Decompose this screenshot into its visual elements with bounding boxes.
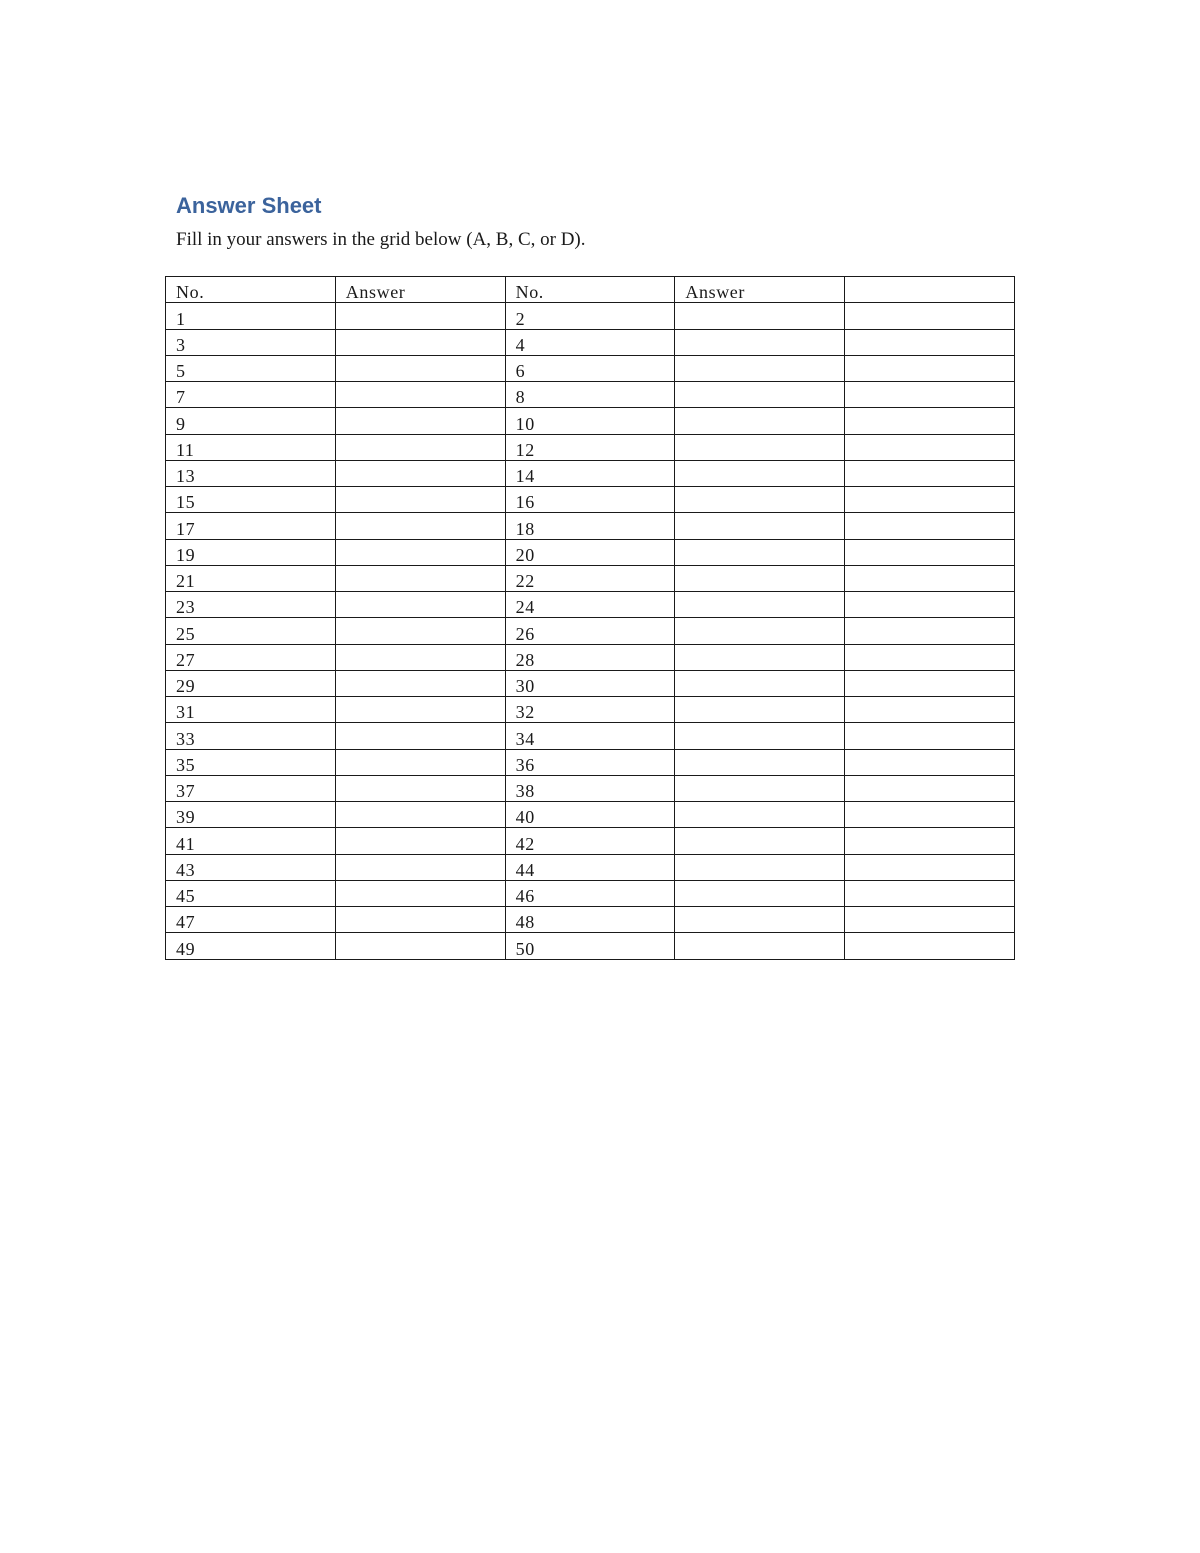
- header-cell-answer-1: [335, 277, 505, 303]
- cell-text: 10: [515, 413, 535, 434]
- cell-text: 5: [176, 361, 186, 381]
- answer-cell[interactable]: [335, 434, 505, 460]
- cell-text: 40: [515, 807, 535, 828]
- header-cell-number-2: [505, 277, 675, 303]
- question-number-cell: [505, 802, 675, 828]
- header-label: Answer: [685, 282, 745, 303]
- cell-text: 1: [176, 308, 186, 329]
- table-row: [166, 303, 1015, 329]
- blank-cell: [845, 854, 1015, 880]
- question-number-cell: [166, 907, 336, 933]
- answer-cell[interactable]: [675, 408, 845, 434]
- question-number-cell: [166, 355, 336, 381]
- answer-cell[interactable]: [675, 802, 845, 828]
- question-number-cell: [166, 434, 336, 460]
- question-number-cell: [166, 880, 336, 906]
- question-number-cell: [505, 434, 675, 460]
- answer-cell[interactable]: [335, 408, 505, 434]
- table-row: [166, 487, 1015, 513]
- question-number-cell: [505, 539, 675, 565]
- blank-cell: [845, 723, 1015, 749]
- cell-text: 19: [176, 544, 196, 565]
- blank-cell: [845, 933, 1015, 959]
- question-number-cell: [166, 723, 336, 749]
- answer-cell[interactable]: [675, 434, 845, 460]
- question-number-cell: [505, 670, 675, 696]
- table-row: [166, 408, 1015, 434]
- table-row: [166, 697, 1015, 723]
- question-number-cell: [166, 539, 336, 565]
- answer-cell[interactable]: [335, 460, 505, 486]
- table-row: [166, 907, 1015, 933]
- cell-text: 45: [176, 886, 196, 906]
- cell-text: 9: [176, 413, 186, 434]
- table-row: [166, 854, 1015, 880]
- table-row: [166, 644, 1015, 670]
- cell-text: 48: [515, 912, 535, 933]
- table-row: [166, 828, 1015, 854]
- cell-text: 21: [176, 571, 196, 591]
- cell-text: 50: [515, 938, 535, 959]
- answer-cell[interactable]: [675, 880, 845, 906]
- blank-cell: [845, 565, 1015, 591]
- header-cell-answer-2: [675, 277, 845, 303]
- answer-cell[interactable]: [675, 460, 845, 486]
- question-number-cell: [505, 749, 675, 775]
- cell-text: 16: [515, 492, 535, 513]
- answer-cell[interactable]: [675, 697, 845, 723]
- cell-text: 12: [515, 439, 535, 460]
- answer-cell[interactable]: [675, 355, 845, 381]
- answer-cell[interactable]: [335, 933, 505, 959]
- table-row: [166, 933, 1015, 959]
- answer-cell[interactable]: [335, 618, 505, 644]
- table-row: [166, 539, 1015, 565]
- header-label: Answer: [345, 282, 406, 303]
- answer-cell[interactable]: [335, 513, 505, 539]
- cell-text: 23: [176, 597, 196, 618]
- answer-table: [165, 276, 1015, 960]
- answer-cell[interactable]: [335, 775, 505, 801]
- answer-cell[interactable]: [675, 644, 845, 670]
- blank-cell: [845, 329, 1015, 355]
- table-row: [166, 618, 1015, 644]
- table-row: [166, 749, 1015, 775]
- cell-text: 44: [515, 859, 535, 880]
- table-row: [166, 723, 1015, 749]
- page-title: Answer Sheet: [176, 193, 322, 218]
- cell-text: 13: [176, 466, 196, 486]
- cell-text: 15: [176, 492, 196, 513]
- cell-text: 6: [515, 361, 526, 381]
- cell-text: 25: [176, 623, 196, 644]
- blank-cell: [845, 644, 1015, 670]
- table-row: [166, 565, 1015, 591]
- cell-text: 31: [176, 702, 196, 723]
- question-number-cell: [166, 854, 336, 880]
- question-number-cell: [166, 382, 336, 408]
- question-number-cell: [166, 408, 336, 434]
- answer-cell[interactable]: [335, 828, 505, 854]
- question-number-cell: [166, 775, 336, 801]
- question-number-cell: [166, 565, 336, 591]
- question-number-cell: [505, 854, 675, 880]
- question-number-cell: [505, 933, 675, 959]
- cell-text: 49: [176, 938, 196, 959]
- question-number-cell: [505, 513, 675, 539]
- cell-text: 42: [515, 833, 535, 854]
- cell-text: 35: [176, 754, 196, 775]
- table-row: [166, 513, 1015, 539]
- question-number-cell: [166, 303, 336, 329]
- answer-cell[interactable]: [675, 670, 845, 696]
- answer-cell[interactable]: [675, 382, 845, 408]
- question-number-cell: [166, 460, 336, 486]
- answer-cell[interactable]: [675, 775, 845, 801]
- answer-cell[interactable]: [335, 539, 505, 565]
- answer-cell[interactable]: [675, 513, 845, 539]
- answer-cell[interactable]: [335, 802, 505, 828]
- question-number-cell: [166, 828, 336, 854]
- cell-text: 11: [176, 439, 195, 460]
- answer-cell[interactable]: [675, 329, 845, 355]
- table-row: [166, 355, 1015, 381]
- cell-text: 39: [176, 807, 196, 828]
- blank-cell: [845, 408, 1015, 434]
- blank-cell: [845, 539, 1015, 565]
- question-number-cell: [166, 933, 336, 959]
- cell-text: 36: [515, 754, 535, 775]
- question-number-cell: [166, 513, 336, 539]
- question-number-cell: [166, 487, 336, 513]
- table-row: [166, 592, 1015, 618]
- blank-cell: [845, 828, 1015, 854]
- table-row: [166, 880, 1015, 906]
- cell-text: 22: [515, 571, 535, 591]
- table-row: [166, 382, 1015, 408]
- cell-text: 30: [515, 676, 535, 696]
- blank-cell: [845, 513, 1015, 539]
- answer-cell[interactable]: [335, 880, 505, 906]
- cell-text: 8: [515, 387, 526, 408]
- question-number-cell: [166, 644, 336, 670]
- blank-cell: [845, 618, 1015, 644]
- answer-cell[interactable]: [335, 907, 505, 933]
- header-label: No.: [515, 282, 544, 303]
- cell-text: 46: [515, 886, 535, 906]
- cell-text: 3: [176, 334, 186, 355]
- table-header-row: [166, 277, 1015, 303]
- cell-text: 2: [515, 308, 526, 329]
- blank-cell: [845, 775, 1015, 801]
- cell-text: 47: [176, 912, 196, 933]
- question-number-cell: [166, 670, 336, 696]
- cell-text: 18: [515, 518, 535, 539]
- answer-cell[interactable]: [675, 828, 845, 854]
- cell-text: 27: [176, 649, 196, 670]
- answer-cell[interactable]: [335, 854, 505, 880]
- answer-cell[interactable]: [675, 749, 845, 775]
- cell-text: 32: [515, 702, 535, 723]
- answer-cell[interactable]: [335, 644, 505, 670]
- answer-cell[interactable]: [675, 933, 845, 959]
- blank-cell: [845, 434, 1015, 460]
- cell-text: 26: [515, 623, 535, 644]
- question-number-cell: [505, 329, 675, 355]
- question-number-cell: [505, 880, 675, 906]
- cell-text: 37: [176, 781, 196, 801]
- answer-cell[interactable]: [335, 670, 505, 696]
- question-number-cell: [505, 460, 675, 486]
- table-row: [166, 775, 1015, 801]
- cell-text: 4: [515, 334, 526, 355]
- cell-text: 33: [176, 728, 196, 749]
- answer-cell[interactable]: [335, 723, 505, 749]
- question-number-cell: [505, 355, 675, 381]
- answer-cell[interactable]: [335, 355, 505, 381]
- cell-text: 14: [515, 466, 535, 486]
- answer-cell[interactable]: [675, 565, 845, 591]
- header-cell-blank: [845, 277, 1015, 303]
- header-cell-number-1: [166, 277, 336, 303]
- answer-cell[interactable]: [675, 539, 845, 565]
- answer-cell[interactable]: [335, 565, 505, 591]
- table-row: [166, 802, 1015, 828]
- table-row: [166, 670, 1015, 696]
- cell-text: 41: [176, 833, 196, 854]
- question-number-cell: [505, 828, 675, 854]
- answer-cell[interactable]: [335, 487, 505, 513]
- blank-cell: [845, 460, 1015, 486]
- cell-text: 43: [176, 859, 196, 880]
- question-number-cell: [505, 487, 675, 513]
- blank-cell: [845, 303, 1015, 329]
- answer-cell[interactable]: [675, 618, 845, 644]
- answer-cell[interactable]: [335, 749, 505, 775]
- question-number-cell: [505, 592, 675, 618]
- question-number-cell: [505, 907, 675, 933]
- answer-cell[interactable]: [675, 854, 845, 880]
- cell-text: 17: [176, 518, 196, 539]
- blank-cell: [845, 355, 1015, 381]
- blank-cell: [845, 592, 1015, 618]
- cell-text: 20: [515, 544, 535, 565]
- blank-cell: [845, 907, 1015, 933]
- question-number-cell: [505, 697, 675, 723]
- question-number-cell: [505, 408, 675, 434]
- table-row: [166, 434, 1015, 460]
- question-number-cell: [166, 329, 336, 355]
- question-number-cell: [505, 723, 675, 749]
- blank-cell: [845, 697, 1015, 723]
- cell-text: 34: [515, 728, 535, 749]
- cell-text: 38: [515, 781, 535, 801]
- header-label: No.: [176, 282, 205, 303]
- cell-text: 24: [515, 597, 535, 618]
- answer-cell[interactable]: [335, 592, 505, 618]
- blank-cell: [845, 382, 1015, 408]
- instruction-text: Fill in your answers in the grid below (A, B, C, or D).: [176, 229, 586, 250]
- table-row: [166, 329, 1015, 355]
- question-number-cell: [166, 618, 336, 644]
- question-number-cell: [505, 618, 675, 644]
- blank-cell: [845, 880, 1015, 906]
- question-number-cell: [166, 592, 336, 618]
- blank-cell: [845, 802, 1015, 828]
- question-number-cell: [505, 382, 675, 408]
- blank-cell: [845, 670, 1015, 696]
- question-number-cell: [505, 644, 675, 670]
- answer-cell[interactable]: [335, 697, 505, 723]
- answer-cell[interactable]: [675, 907, 845, 933]
- cell-text: 7: [176, 387, 186, 408]
- question-number-cell: [166, 802, 336, 828]
- question-number-cell: [505, 303, 675, 329]
- question-number-cell: [166, 749, 336, 775]
- answer-cell[interactable]: [335, 329, 505, 355]
- answer-cell[interactable]: [675, 487, 845, 513]
- question-number-cell: [505, 775, 675, 801]
- question-number-cell: [505, 565, 675, 591]
- blank-cell: [845, 749, 1015, 775]
- answer-cell[interactable]: [675, 592, 845, 618]
- answer-cell[interactable]: [335, 303, 505, 329]
- answer-cell[interactable]: [675, 723, 845, 749]
- table-row: [166, 460, 1015, 486]
- answer-cell[interactable]: [675, 303, 845, 329]
- answer-cell[interactable]: [335, 382, 505, 408]
- blank-cell: [845, 487, 1015, 513]
- cell-text: 29: [176, 676, 196, 696]
- question-number-cell: [166, 697, 336, 723]
- cell-text: 28: [515, 649, 535, 670]
